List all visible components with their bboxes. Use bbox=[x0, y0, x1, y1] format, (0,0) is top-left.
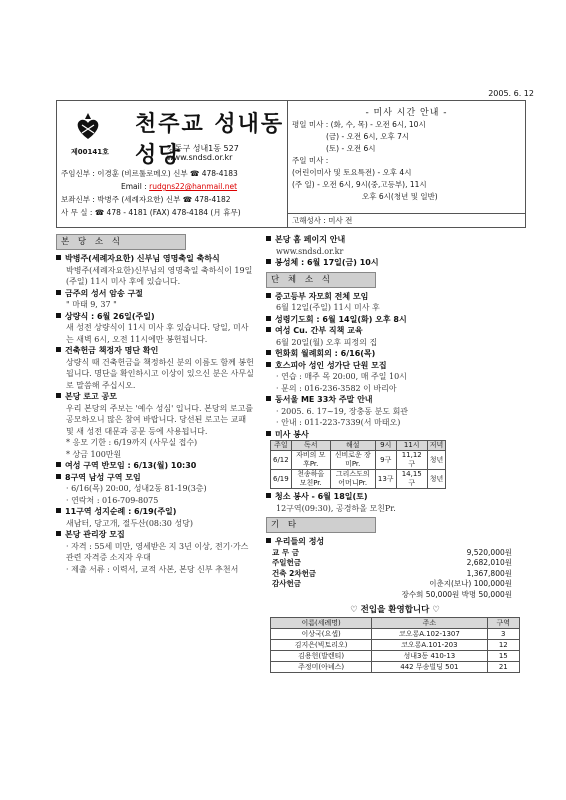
news-item: 성령기도회 : 6월 14일(화) 오후 8시 bbox=[266, 314, 524, 326]
news-item: 본당 홈 페이지 안내 www.sndsd.or.kr bbox=[266, 234, 524, 257]
parish-news-heading: 본 당 소 식 bbox=[56, 234, 186, 250]
bullet-icon bbox=[266, 493, 271, 498]
mass-line: (주 일) - 오전 6시, 9시(중,고등부), 11시 bbox=[292, 180, 427, 189]
mass-times bbox=[288, 101, 525, 227]
news-item: 건축헌금 책정자 명단 확인 상량식 때 건축헌금을 책정하신 분의 이름도 함께 봉헌됩니다. 명단을 확인하시고 이상이 있으신 분은 사무실로 말씀해 주십시오. bbox=[56, 345, 256, 391]
bullet-icon bbox=[266, 431, 271, 436]
bullet-icon bbox=[266, 538, 271, 543]
news-item: 헌화회 월례회의 : 6/16(목) bbox=[266, 348, 524, 360]
bullet-icon bbox=[56, 393, 61, 398]
bullet-icon bbox=[266, 316, 271, 321]
church-info bbox=[57, 101, 288, 227]
mass-line: (금) - 오전 6시, 오후 7시 bbox=[326, 132, 410, 141]
welcome-title: ♡ 전입을 환영합니다 ♡ bbox=[350, 605, 440, 615]
news-item: 본당 로고 공모 우리 본당의 주보는 '예수 성심' 입니다. 본당의 로고를 공모하오니 많은 참여 바랍니다. 당선된 로고는 교패 및 새 성전 대문과 공문 등에 사용됩니다. * 응모 기한 : 6/19까지 (사무실 접수) * 상금 100만원 bbox=[56, 391, 256, 460]
bullet-icon bbox=[56, 474, 61, 479]
news-item: 중고등부 자모회 전체 모임 6월 12일(주일) 11시 미사 후 bbox=[266, 291, 524, 314]
bullet-icon bbox=[266, 327, 271, 332]
offering-row: 건축 2차헌금 1,367,800원 bbox=[272, 568, 512, 578]
news-item: 금주의 성서 암송 구절 " 마태 9, 37 " bbox=[56, 288, 256, 311]
bullet-icon bbox=[56, 313, 61, 318]
staff-row: Email : rudgns22@hanmail.net bbox=[121, 182, 238, 191]
news-item: 미사 봉사 bbox=[266, 429, 524, 441]
news-item: 박병주(세례자요한) 신부님 영명축일 축하식 박병주(세례자요한)신부님의 영명축일 축하식이 19일(주일) 11시 미사 후에 있습니다. bbox=[56, 253, 256, 288]
bullet-icon bbox=[266, 396, 271, 401]
new-parishioners-table bbox=[270, 617, 520, 673]
church-name: 천주교 성내동 성당 bbox=[135, 111, 285, 168]
issue-serial: 제00141호 bbox=[71, 148, 109, 156]
offering-row: 주일헌금 2,682,010원 bbox=[272, 558, 512, 567]
mass-line: 주일 미사 : bbox=[292, 156, 329, 165]
bullet-icon bbox=[266, 259, 271, 264]
mass-line: (토) - 오전 6시 bbox=[326, 144, 376, 153]
mass-line: (어린이미사 및 토요특전) - 오후 4시 bbox=[292, 168, 412, 177]
staff-row: 보좌신부 : 박병주 (세례자요한) 신부 ☎ 478-4182 bbox=[61, 195, 231, 204]
news-item: 청소 봉사 - 6월 18일(토) 12구역(09:30), 공경하올 모친Pr. bbox=[266, 491, 524, 514]
table-row: 김용헌(발렌티) 성내3동 410-13 15 bbox=[271, 651, 520, 662]
church-website: www.sndsd.or.kr bbox=[167, 153, 233, 162]
parish-news-column bbox=[56, 234, 256, 575]
staff-list bbox=[61, 167, 241, 219]
bullet-icon bbox=[56, 531, 61, 536]
homepage-link[interactable]: www.sndsd.or.kr bbox=[276, 246, 344, 256]
bullet-icon bbox=[56, 255, 61, 260]
groups-column bbox=[266, 234, 524, 673]
issue-date: 2005. 6. 12 bbox=[488, 89, 534, 98]
news-item: 봉성체 : 6월 17일(금) 10시 bbox=[266, 257, 524, 269]
table-header-row: 이름(세례명) 주소 구역 bbox=[271, 618, 520, 629]
news-item: 상량식 : 6월 26일(주일) 새 성전 상량식이 11시 미사 후 있습니다. 당일, 미사는 새벽 6시, 오전 11시에만 봉헌됩니다. bbox=[56, 311, 256, 346]
news-item: 우리들의 정성 bbox=[266, 536, 524, 548]
bullet-icon bbox=[56, 508, 61, 513]
sacred-heart-logo-icon bbox=[71, 109, 105, 143]
news-item: 11구역 성지순례 : 6/19(주일) 새남터, 당고개, 절두산(08:30 성당) bbox=[56, 506, 256, 529]
bullet-icon bbox=[56, 462, 61, 467]
table-row: 이상국(요셉) 코오롱A.102-1307 3 bbox=[271, 629, 520, 640]
news-item: 8구역 남성 구역 모임 · 6/16(목) 20:00, 성내2동 81-19(3층) · 연락처 : 016-709-8075 bbox=[56, 472, 256, 507]
news-item: 여성 Cu. 간부 직책 교육 6월 20일(월) 오후 피정의 집 bbox=[266, 325, 524, 348]
table-row: 주정미(아녜스) 442 무송빌딩 501 21 bbox=[271, 662, 520, 673]
offering-row: 장수희 50,000원 박명 50,000원 bbox=[401, 589, 512, 599]
mass-line: 평일 미사 : (화, 수, 목) - 오전 6시, 10시 bbox=[292, 120, 426, 129]
table-row: 6/19 천송하올 모친Pr. 그리스도의 어머니Pr. 13구 14,15구 청년 bbox=[271, 470, 446, 489]
offering-list bbox=[266, 548, 524, 601]
offering-row: 교 무 금 9,520,000원 bbox=[272, 547, 512, 557]
misc-heading: 기 타 bbox=[266, 517, 376, 533]
news-item: 호스피아 성인 성가단 단원 모집 · 연습 : 매주 목 20:00, 매 주일 10시 · 문의 : 016-236-3582 이 바리아 bbox=[266, 360, 524, 395]
groups-heading: 단 체 소 식 bbox=[266, 272, 376, 288]
bullet-icon bbox=[266, 362, 271, 367]
bullet-icon bbox=[56, 290, 61, 295]
table-row: 김지은(빅토리오) 코오롱A.101-203 12 bbox=[271, 640, 520, 651]
mass-service-table bbox=[270, 440, 446, 489]
offering-row: 감사헌금 이춘지(보나) 100,000원 bbox=[272, 579, 512, 588]
email-link[interactable]: rudgns22@hanmail.net bbox=[149, 182, 238, 191]
staff-row: 사 무 실 : ☎ 478 - 4181 (FAX) 478-4184 (月 휴무) bbox=[61, 208, 241, 217]
bullet-icon bbox=[266, 236, 271, 241]
news-item: 본당 관리장 모집 · 자격 : 55세 미만, 영세받은 지 3년 이상, 전기·가스 관련 자격증 소지자 우대 · 제출 서류 : 이력서, 교적 사본, 본당 신부 추천서 bbox=[56, 529, 256, 575]
news-item: 동서울 ME 33차 주말 안내 · 2005. 6. 17~19, 장충동 분도 회관 · 안내 : 011-223-7339(서 마태오) bbox=[266, 394, 524, 429]
confession-info: 고해성사 : 미사 전 bbox=[288, 213, 525, 227]
news-item: 여성 구역 반모임 : 6/13(월) 10:30 bbox=[56, 460, 256, 472]
bullet-icon bbox=[56, 347, 61, 352]
bullet-icon bbox=[266, 350, 271, 355]
mass-times-lines bbox=[292, 119, 438, 203]
staff-row: 주임신부 : 이경훈 (비르툴로메오) 신부 ☎ 478-4183 bbox=[61, 169, 238, 178]
table-header-row: 주일 독서 해설 9시 11시 저녁 bbox=[271, 441, 446, 451]
table-row: 6/12 자비의 모후Pr. 신비로운 장미Pr. 9구 11,12구 청년 bbox=[271, 451, 446, 470]
church-address: 강동구 성내1동 527 bbox=[167, 144, 239, 153]
mass-line: 오후 6시(청년 및 일반) bbox=[362, 192, 438, 201]
mass-times-title: - 미사 시간 안내 - bbox=[365, 108, 448, 118]
bullet-icon bbox=[266, 293, 271, 298]
bulletin-header bbox=[56, 100, 526, 228]
